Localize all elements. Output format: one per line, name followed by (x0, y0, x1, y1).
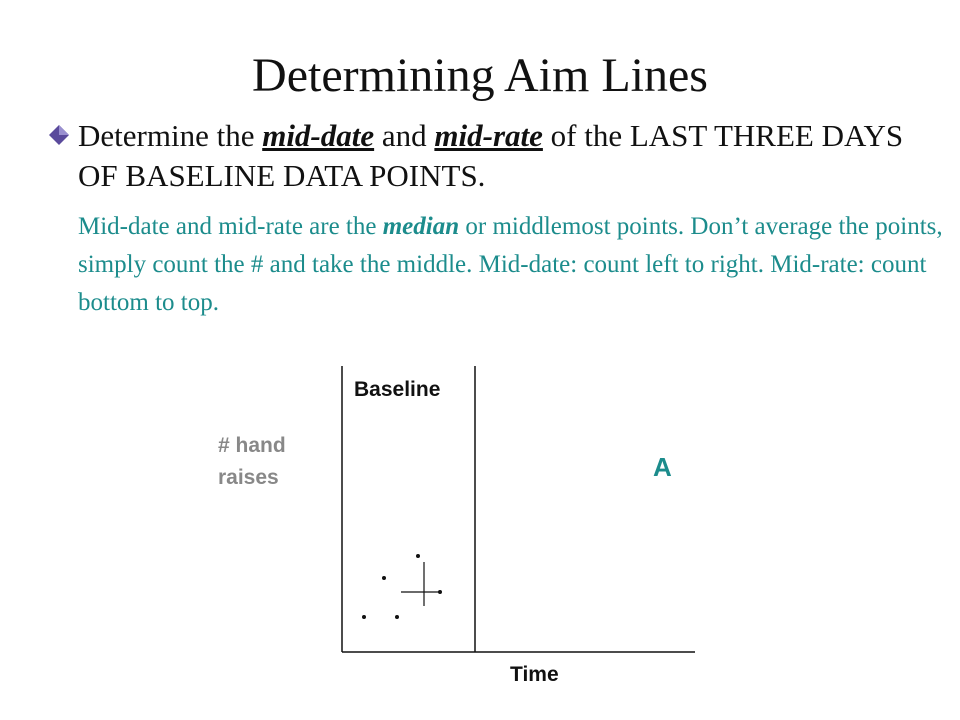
aim-marker-label: A (653, 452, 672, 482)
bullet-text: Determine the mid-date and mid-rate of the LAST THREE DAYS OF BASELINE DATA POINTS. (78, 118, 904, 193)
explanation-text: Mid-date and mid-rate are the median or middlemost points. Don’t average the points, simply count the # and take the middle. Mid-date: count left to right. Mid-rate: count bottom to top. (78, 213, 943, 316)
mid-rate-term: mid-rate (434, 118, 543, 153)
data-point (382, 576, 386, 580)
slide-title: Determining Aim Lines (252, 49, 708, 102)
data-point (416, 554, 420, 558)
y-axis-label: # hand raises (218, 434, 286, 489)
data-point (395, 615, 399, 619)
x-axis-label: Time (510, 663, 559, 686)
mid-date-term: mid-date (262, 118, 375, 153)
median-term: median (382, 213, 460, 240)
baseline-phase-label: Baseline (354, 378, 441, 401)
data-point (362, 615, 366, 619)
